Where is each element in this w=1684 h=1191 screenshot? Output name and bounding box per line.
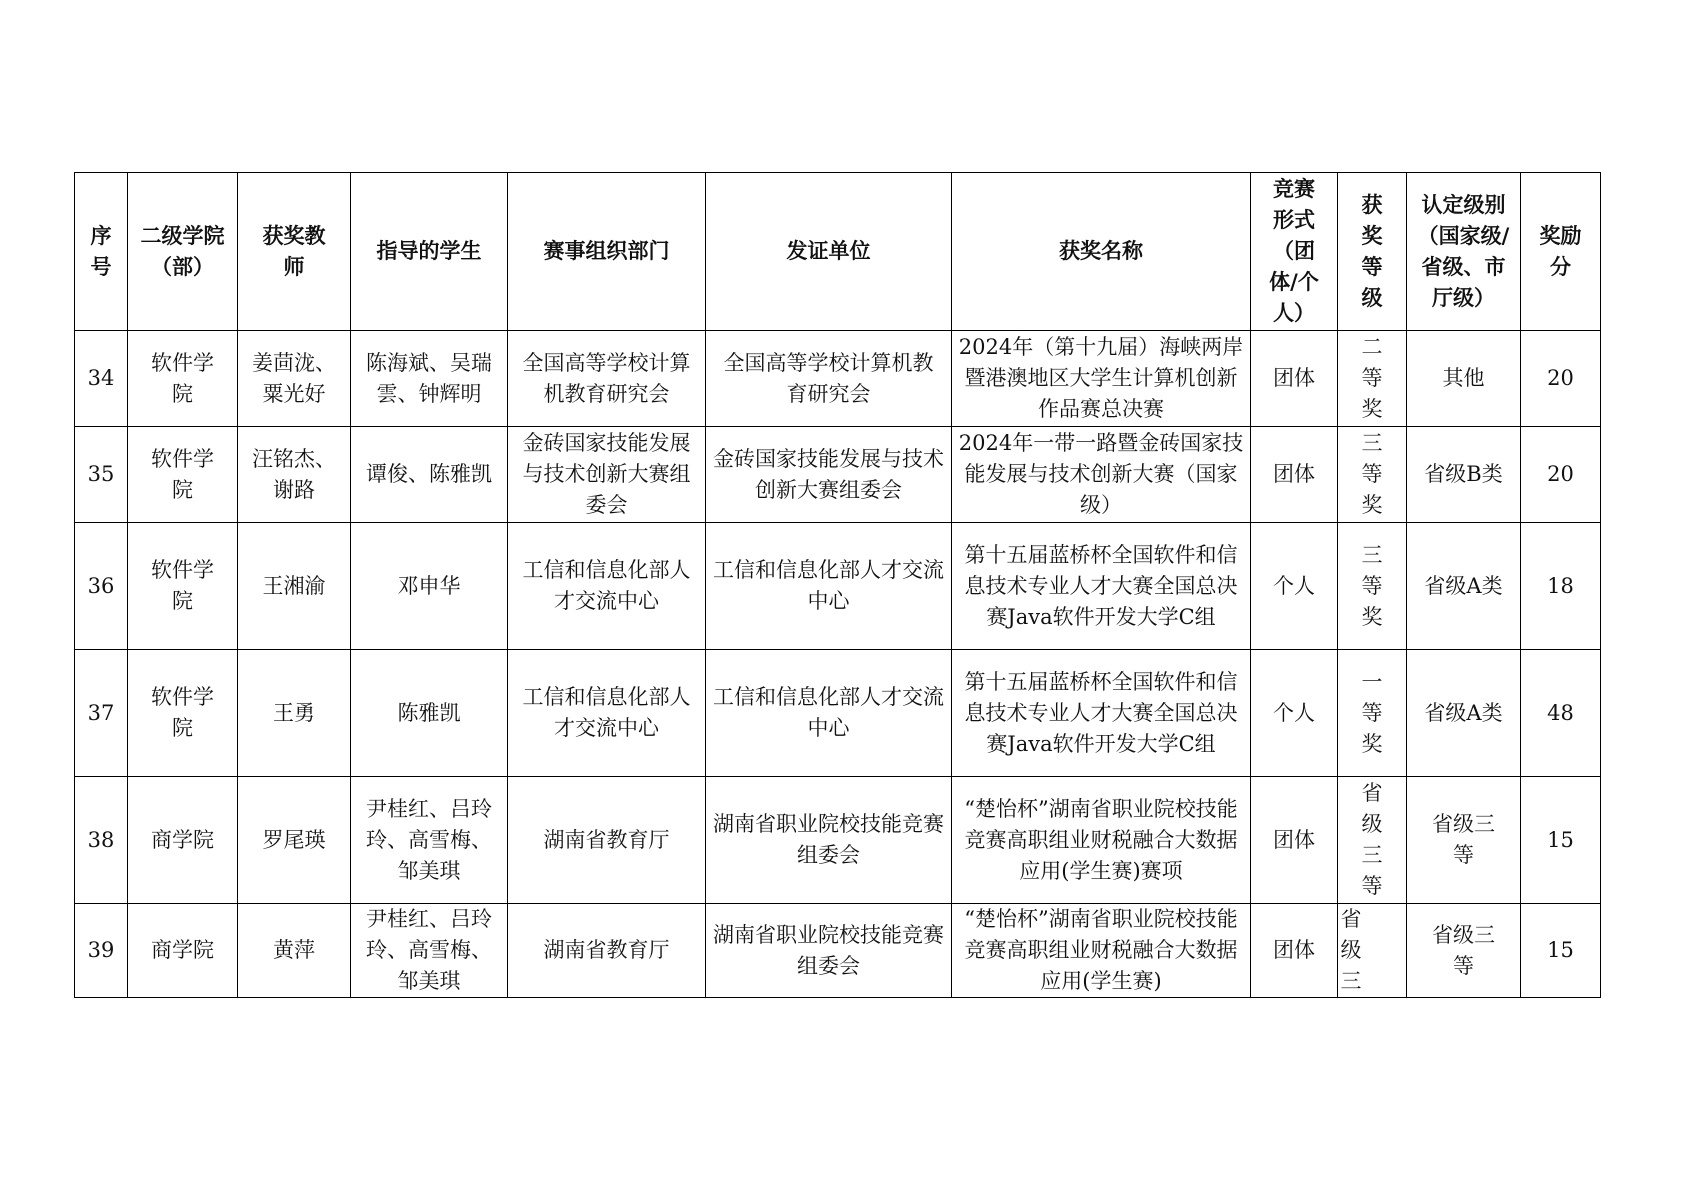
- header-form: 竞赛形式（团体/个人）: [1251, 173, 1338, 331]
- cell-level: 二等奖: [1338, 331, 1407, 427]
- cell-teacher: 姜茴泷、粟光好: [238, 331, 351, 427]
- cell-award-name: 第十五届蓝桥杯全国软件和信息技术专业人才大赛全国总决赛Java软件开发大学C组: [952, 650, 1251, 777]
- cell-seq: 38: [75, 777, 128, 904]
- cell-form: 团体: [1251, 904, 1338, 998]
- cell-organizer: 湖南省教育厅: [508, 777, 706, 904]
- header-teacher: 获奖教师: [238, 173, 351, 331]
- cell-level: 三等奖: [1338, 523, 1407, 650]
- cell-teacher: 黄萍: [238, 904, 351, 998]
- header-college: 二级学院（部）: [128, 173, 238, 331]
- cell-issuer: 湖南省职业院校技能竞赛组委会: [706, 904, 952, 998]
- cell-issuer: 工信和信息化部人才交流中心: [706, 650, 952, 777]
- cell-certified-level: 省级A类: [1407, 650, 1521, 777]
- header-issuer: 发证单位: [706, 173, 952, 331]
- cell-organizer: 湖南省教育厅: [508, 904, 706, 998]
- cell-form: 个人: [1251, 650, 1338, 777]
- cell-college: 商学院: [128, 777, 238, 904]
- cell-students: 陈雅凯: [351, 650, 508, 777]
- cell-certified-level: 省级三等: [1407, 777, 1521, 904]
- cell-level: 省级三: [1338, 904, 1407, 998]
- header-award-name: 获奖名称: [952, 173, 1251, 331]
- table-row: [75, 904, 1601, 998]
- table-row: [75, 650, 1601, 777]
- cell-points: 48: [1521, 650, 1601, 777]
- cell-certified-level: 其他: [1407, 331, 1521, 427]
- cell-level: 省级三等: [1338, 777, 1407, 904]
- cell-students: 尹桂红、吕玲玲、高雪梅、邹美琪: [351, 904, 508, 998]
- header-organizer: 赛事组织部门: [508, 173, 706, 331]
- cell-organizer: 工信和信息化部人才交流中心: [508, 650, 706, 777]
- header-seq: 序号: [75, 173, 128, 331]
- cell-level: 一等奖: [1338, 650, 1407, 777]
- cell-college: 软件学院: [128, 523, 238, 650]
- cell-level: 三等奖: [1338, 427, 1407, 523]
- cell-teacher: 汪铭杰、谢路: [238, 427, 351, 523]
- cell-award-name: 2024年（第十九届）海峡两岸暨港澳地区大学生计算机创新作品赛总决赛: [952, 331, 1251, 427]
- cell-seq: 36: [75, 523, 128, 650]
- cell-organizer: 金砖国家技能发展与技术创新大赛组委会: [508, 427, 706, 523]
- cell-teacher: 王湘渝: [238, 523, 351, 650]
- cell-certified-level: 省级三等: [1407, 904, 1521, 998]
- cell-form: 团体: [1251, 777, 1338, 904]
- cell-students: 谭俊、陈雅凯: [351, 427, 508, 523]
- table-row: [75, 777, 1601, 904]
- cell-college: 软件学院: [128, 331, 238, 427]
- cell-form: 团体: [1251, 331, 1338, 427]
- header-students: 指导的学生: [351, 173, 508, 331]
- cell-award-name: 2024年一带一路暨金砖国家技能发展与技术创新大赛（国家级）: [952, 427, 1251, 523]
- cell-award-name: “楚怡杯”湖南省职业院校技能竞赛高职组业财税融合大数据应用(学生赛): [952, 904, 1251, 998]
- cell-award-name: 第十五届蓝桥杯全国软件和信息技术专业人才大赛全国总决赛Java软件开发大学C组: [952, 523, 1251, 650]
- table-row: [75, 427, 1601, 523]
- cell-teacher: 王勇: [238, 650, 351, 777]
- header-certified-level: 认定级别（国家级/省级、市厅级）: [1407, 173, 1521, 331]
- cell-organizer: 工信和信息化部人才交流中心: [508, 523, 706, 650]
- cell-issuer: 金砖国家技能发展与技术创新大赛组委会: [706, 427, 952, 523]
- cell-issuer: 全国高等学校计算机教育研究会: [706, 331, 952, 427]
- cell-issuer: 工信和信息化部人才交流中心: [706, 523, 952, 650]
- cell-issuer: 湖南省职业院校技能竞赛组委会: [706, 777, 952, 904]
- cell-students: 邓申华: [351, 523, 508, 650]
- cell-points: 20: [1521, 427, 1601, 523]
- cell-college: 软件学院: [128, 427, 238, 523]
- cell-seq: 34: [75, 331, 128, 427]
- cell-points: 20: [1521, 331, 1601, 427]
- header-points: 奖励分: [1521, 173, 1601, 331]
- cell-award-name: “楚怡杯”湖南省职业院校技能竞赛高职组业财税融合大数据应用(学生赛)赛项: [952, 777, 1251, 904]
- header-level: 获奖等级: [1338, 173, 1407, 331]
- awards-table: [74, 172, 1601, 998]
- cell-form: 个人: [1251, 523, 1338, 650]
- cell-college: 软件学院: [128, 650, 238, 777]
- cell-seq: 37: [75, 650, 128, 777]
- cell-seq: 35: [75, 427, 128, 523]
- cell-organizer: 全国高等学校计算机教育研究会: [508, 331, 706, 427]
- table-row: [75, 523, 1601, 650]
- cell-students: 陈海斌、吴瑞雲、钟辉明: [351, 331, 508, 427]
- table-row: [75, 331, 1601, 427]
- cell-certified-level: 省级A类: [1407, 523, 1521, 650]
- cell-points: 18: [1521, 523, 1601, 650]
- cell-students: 尹桂红、吕玲玲、高雪梅、邹美琪: [351, 777, 508, 904]
- cell-certified-level: 省级B类: [1407, 427, 1521, 523]
- table-header-row: [75, 173, 1601, 331]
- cell-points: 15: [1521, 904, 1601, 998]
- cell-points: 15: [1521, 777, 1601, 904]
- cell-teacher: 罗尾瑛: [238, 777, 351, 904]
- cell-college: 商学院: [128, 904, 238, 998]
- cell-seq: 39: [75, 904, 128, 998]
- cell-form: 团体: [1251, 427, 1338, 523]
